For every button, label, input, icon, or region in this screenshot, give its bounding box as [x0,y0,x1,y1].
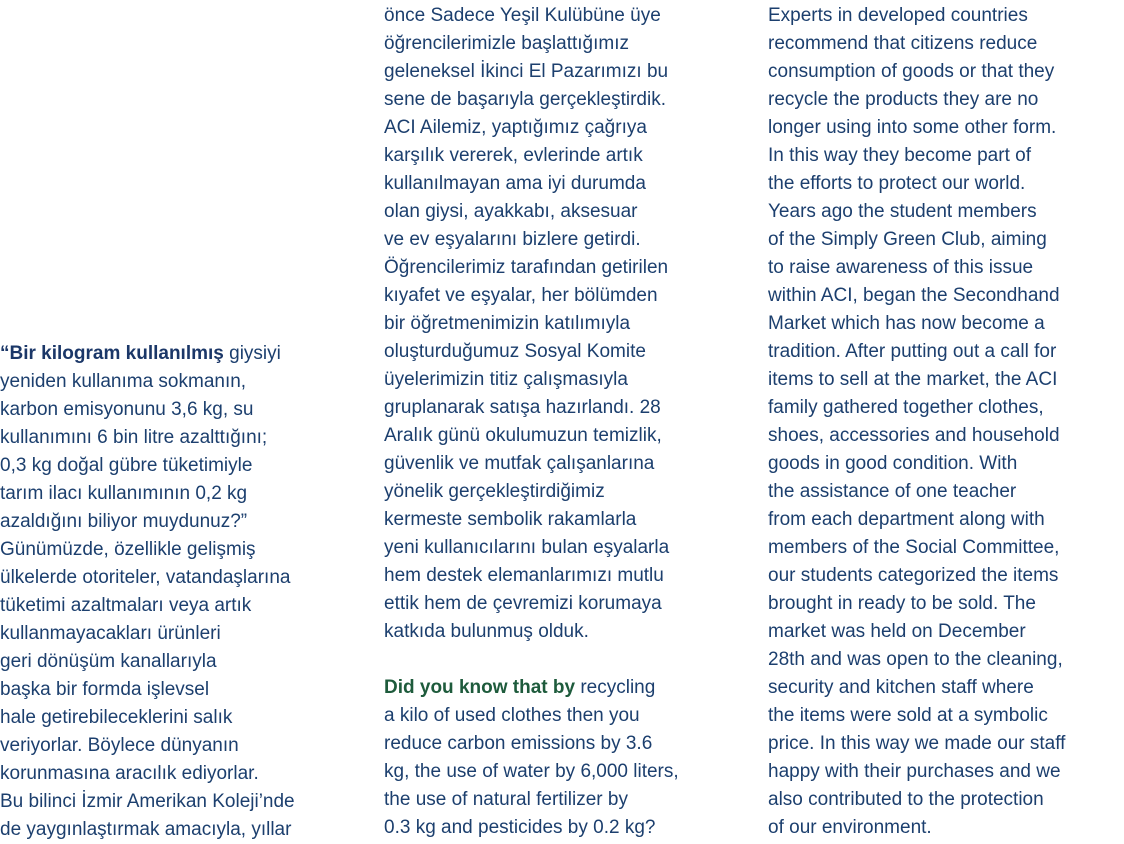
text-line: sene de başarıyla gerçekleştirdik. [384,89,666,110]
text-line: shoes, accessories and household [768,425,1060,446]
text-line: korunmasına aracılık ediyorlar. [0,763,259,784]
text-line: of the Simply Green Club, aiming [768,229,1047,250]
text-line: geleneksel İkinci El Pazarımızı bu [384,61,669,82]
intro-first-line [0,340,362,368]
text-line: the assistance of one teacher [768,481,1017,502]
text-line: 28th and was open to the cleaning, [768,649,1063,670]
text-line: In this way they become part of [768,145,1031,166]
turkish-intro-column [0,340,362,844]
text-line: longer using into some other form. [768,117,1057,138]
english-lead-bold: Did you know that by [384,677,576,698]
text-line: tüketimi azaltmaları veya artık [0,595,252,616]
text-line: reduce carbon emissions by 3.6 [384,733,653,754]
text-line: başka bir formda işlevsel [0,679,210,700]
text-line: of our environment. [768,817,932,838]
text-line: olan giysi, ayakkabı, aksesuar [384,201,638,222]
text-line: Aralık günü okulumuzun temizlik, [384,425,662,446]
text-line: the efforts to protect our world. [768,173,1026,194]
text-line: recommend that citizens reduce [768,33,1038,54]
text-line: tradition. After putting out a call for [768,341,1057,362]
text-line: bir öğretmenimizin katılımıyla [384,313,631,334]
text-line: kıyafet ve eşyalar, her bölümden [384,285,658,306]
text-line: Günümüzde, özellikle gelişmiş [0,539,256,560]
text-line: karbon emisyonunu 3,6 kg, su [0,399,254,420]
text-line: yeni kullanıcılarını bulan eşyalarla [384,537,670,558]
turkish-body-lines [384,2,746,646]
text-line: within ACI, began the Secondhand [768,285,1060,306]
text-line: Öğrencilerimiz tarafından getirilen [384,257,669,278]
text-line: yönelik gerçekleştirdiğimiz [384,481,605,502]
text-line: 0,3 kg doğal gübre tüketimiyle [0,455,253,476]
text-line: hale getirebileceklerini salık [0,707,233,728]
text-line: family gathered together clothes, [768,397,1044,418]
english-lead-rest: recycling [575,677,656,698]
text-line: Experts in developed countries [768,5,1028,26]
turkish-body-column [384,2,746,842]
text-line: kg, the use of water by 6,000 liters, [384,761,679,782]
english-intro-first-line [384,674,746,702]
intro-lead-bold: “Bir kilogram kullanılmış [0,343,224,364]
text-line: veriyorlar. Böylece dünyanın [0,735,239,756]
text-line: katkıda bulunmuş olduk. [384,621,589,642]
intro-lead-rest: giysiyi [223,343,281,364]
english-intro-lines [384,702,746,842]
text-line: 0.3 kg and pesticides by 0.2 kg? [384,817,656,838]
text-line: from each department along with [768,509,1045,530]
text-line: Years ago the student members [768,201,1037,222]
text-line: recycle the products they are no [768,89,1039,110]
text-line: hem destek elemanlarımızı mutlu [384,565,664,586]
text-line: Bu bilinci İzmir Amerikan Koleji’nde [0,791,295,812]
text-line: ülkelerde otoriteler, vatandaşlarına [0,567,291,588]
text-line: market was held on December [768,621,1026,642]
paragraph-gap [384,646,746,674]
text-line: azaldığını biliyor muydunuz?” [0,511,248,532]
text-line: happy with their purchases and we [768,761,1061,782]
text-line: tarım ilacı kullanımının 0,2 kg [0,483,248,504]
intro-lines [0,368,362,844]
text-line: üyelerimizin titiz çalışmasıyla [384,369,628,390]
text-line: a kilo of used clothes then you [384,705,640,726]
text-line: önce Sadece Yeşil Kulübüne üye [384,5,661,26]
text-line: also contributed to the protection [768,789,1044,810]
text-line: oluşturduğumuz Sosyal Komite [384,341,646,362]
text-line: ettik hem de çevremizi korumaya [384,593,662,614]
english-body-column [768,2,1124,842]
text-line: price. In this way we made our staff [768,733,1066,754]
text-line: the items were sold at a symbolic [768,705,1048,726]
text-line: members of the Social Committee, [768,537,1060,558]
text-line: the use of natural fertilizer by [384,789,628,810]
text-line: goods in good condition. With [768,453,1018,474]
text-line: güvenlik ve mutfak çalışanlarına [384,453,655,474]
text-line: kullanımını 6 bin litre azalttığını; [0,427,268,448]
text-line: Market which has now become a [768,313,1045,334]
text-line: öğrencilerimizle başlattığımız [384,33,629,54]
text-line: karşılık vererek, evlerinde artık [384,145,643,166]
text-line: de yaygınlaştırmak amacıyla, yıllar [0,819,292,840]
text-line: brought in ready to be sold. The [768,593,1036,614]
text-line: gruplanarak satışa hazırlandı. 28 [384,397,661,418]
text-line: ACI Ailemiz, yaptığımız çağrıya [384,117,647,138]
text-line: items to sell at the market, the ACI [768,369,1058,390]
text-line: geri dönüşüm kanallarıyla [0,651,217,672]
text-line: kullanmayacakları ürünleri [0,623,221,644]
text-line: yeniden kullanıma sokmanın, [0,371,247,392]
text-line: ve ev eşyalarını bizlere getirdi. [384,229,641,250]
text-line: to raise awareness of this issue [768,257,1034,278]
text-line: consumption of goods or that they [768,61,1055,82]
text-line: kullanılmayan ama iyi durumda [384,173,646,194]
text-line: security and kitchen staff where [768,677,1034,698]
text-line: kermeste sembolik rakamlarla [384,509,637,530]
text-line: our students categorized the items [768,565,1059,586]
english-body-lines [768,2,1124,842]
